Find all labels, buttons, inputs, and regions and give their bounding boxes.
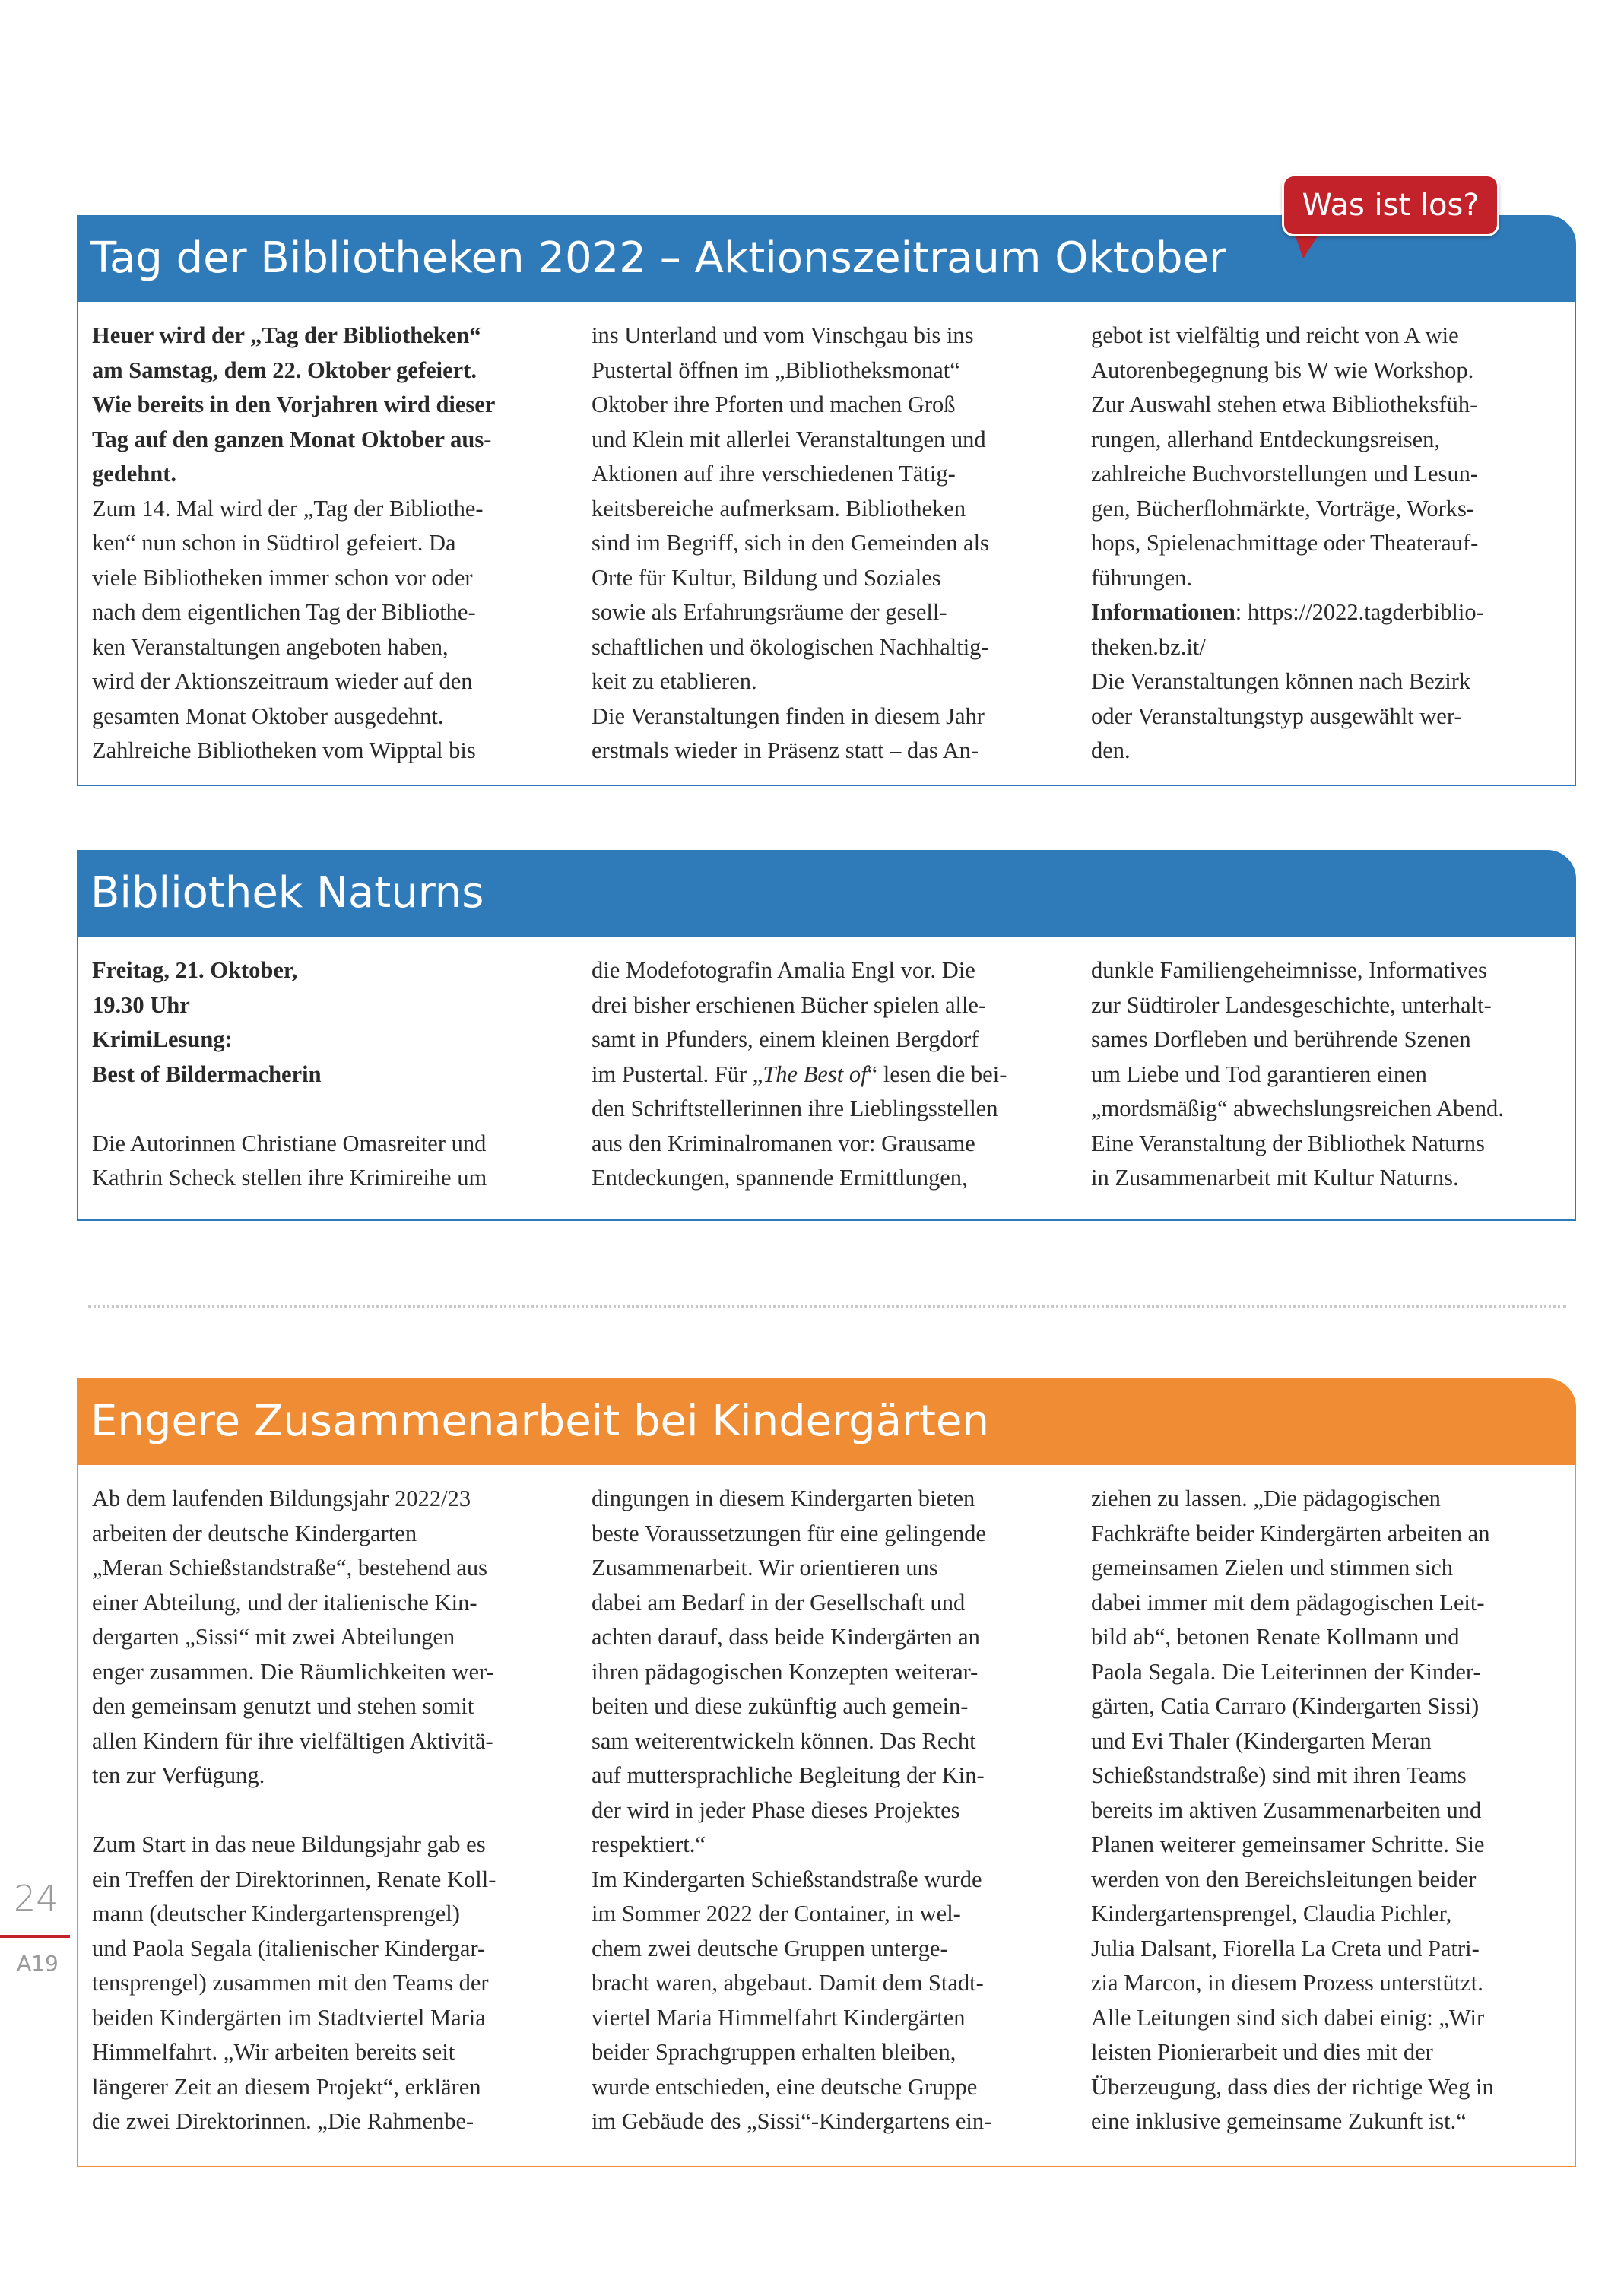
text-line: hops, Spielenachmittage oder Theaterauf- — [1091, 530, 1479, 556]
text-line: ein Treffen der Direktorinnen, Renate Koll- — [92, 1866, 496, 1892]
bold-line: 19.30 Uhr — [92, 991, 190, 1018]
text-line: schaftlichen und ökologischen Nachhaltig- — [592, 633, 989, 660]
text-line: bild ab“, betonen Renate Kollmann und — [1091, 1624, 1460, 1650]
text-line[interactable]: theken.bz.it/ — [1091, 633, 1206, 660]
text-line: Kindergartensprengel, Claudia Pichler, — [1091, 1901, 1452, 1926]
text-line: die zwei Direktorinnen. „Die Rahmenbe- — [92, 2108, 474, 2134]
text-line: drei bisher erschienen Bücher spielen alle- — [592, 991, 987, 1018]
text-line: Zusammenarbeit. Wir orientieren uns — [592, 1555, 938, 1581]
bold-line: Heuer wird der „Tag der Bibliotheken“ — [92, 322, 481, 348]
text-line: allen Kindern für ihre vielfältigen Aktivitä- — [92, 1727, 493, 1754]
text-line: viertel Maria Himmelfahrt Kindergärten — [592, 2004, 966, 2031]
article-bibliothek-naturns — [77, 850, 1576, 1221]
text-line: Die Veranstaltungen können nach Bezirk — [1091, 668, 1471, 694]
text-line: gen, Bücherflohmärkte, Vorträge, Works- — [1091, 495, 1475, 522]
text-line: bracht waren, abgebaut. Damit dem Stadt- — [592, 1970, 984, 1996]
text-line: keit zu etablieren. — [592, 668, 757, 694]
text-line: rungen, allerhand Entdeckungsreisen, — [1091, 426, 1441, 452]
text-line: Zum 14. Mal wird der „Tag der Bibliothe- — [92, 495, 484, 522]
info-label: Informationen — [1091, 599, 1235, 625]
text-line: die Modefotografin Amalia Engl vor. Die — [592, 957, 975, 983]
text-column-2 — [592, 1482, 1055, 2139]
text-line: den Schriftstellerinnen ihre Lieblingsstellen — [592, 1096, 998, 1121]
text-line: Fachkräfte beider Kindergärten arbeiten an — [1091, 1520, 1490, 1546]
text-line: ten zur Verfügung. — [92, 1762, 265, 1788]
text-line: längerer Zeit an diesem Projekt“, erklären — [92, 2073, 481, 2100]
article-title: Bibliothek Naturns — [77, 850, 1576, 937]
text-line: viele Bibliotheken immer schon vor oder — [92, 564, 473, 591]
text-line: mann (deutscher Kindergartensprengel) — [92, 1901, 460, 1926]
text-column-2 — [592, 319, 1055, 769]
text-line: nach dem eigentlichen Tag der Bibliothe- — [92, 599, 476, 625]
text-column-1 — [92, 1482, 556, 2139]
text-line: sind im Begriff, sich in den Gemeinden als — [592, 530, 989, 556]
text-column-2 — [592, 953, 1055, 1196]
text-line: und Klein mit allerlei Veranstaltungen und — [592, 426, 986, 452]
text-line: beider Sprachgruppen erhalten bleiben, — [592, 2039, 956, 2065]
text-line: Himmelfahrt. „Wir arbeiten bereits seit — [92, 2039, 455, 2065]
page-code: A19 — [17, 1951, 59, 1976]
text-line: Im Kindergarten Schießstandstraße wurde — [592, 1866, 982, 1892]
text-line: bereits im aktiven Zusammenarbeiten und — [1091, 1796, 1482, 1823]
text-line: im Gebäude des „Sissi“-Kindergartens ein- — [592, 2108, 992, 2134]
article-title: Tag der Bibliotheken 2022 – Aktionszeitraum Oktober — [77, 215, 1576, 302]
text-column-3 — [1091, 953, 1555, 1196]
text-line: ziehen zu lassen. „Die pädagogischen — [1091, 1486, 1441, 1511]
text-line: leisten Pionierarbeit und dies mit der — [1091, 2039, 1433, 2065]
text-line: ins Unterland und vom Vinschgau bis ins — [592, 322, 974, 348]
text-line: Zahlreiche Bibliotheken vom Wipptal bis — [92, 737, 476, 763]
text-line: Zur Auswahl stehen etwa Bibliotheksfüh- — [1091, 392, 1478, 417]
text-line: Die Veranstaltungen finden in diesem Jahr — [592, 702, 985, 729]
text-line: wurde entschieden, eine deutsche Gruppe — [592, 2073, 978, 2100]
text-line: chem zwei deutsche Gruppen unterge- — [592, 1935, 948, 1961]
text-line: um Liebe und Tod garantieren einen — [1091, 1061, 1427, 1087]
info-line — [1091, 595, 1555, 630]
text-line: der wird in jeder Phase dieses Projektes — [592, 1796, 960, 1823]
text-column-3 — [1091, 1482, 1555, 2139]
text-line: sam weiterentwickeln können. Das Recht — [592, 1727, 976, 1754]
bold-line: KrimiLesung: — [92, 1026, 233, 1052]
text-line: dabei am Bedarf in der Gesellschaft und — [592, 1589, 966, 1616]
text-line: Aktionen auf ihre verschiedenen Tätig- — [592, 461, 956, 487]
article-tag-der-bibliotheken — [77, 215, 1576, 786]
text-line: und Evi Thaler (Kindergarten Meran — [1091, 1727, 1432, 1754]
text-line: achten darauf, dass beide Kindergärten an — [592, 1624, 980, 1650]
article-title: Engere Zusammenarbeit bei Kindergärten — [77, 1378, 1576, 1465]
text-line: Die Autorinnen Christiane Omasreiter und — [92, 1130, 487, 1156]
text-line: gemeinsamen Zielen und stimmen sich — [1091, 1555, 1454, 1581]
paragraph-gap — [92, 1092, 556, 1127]
text-line: einer Abteilung, und der italienische Kin- — [92, 1589, 477, 1616]
text-line: Eine Veranstaltung der Bibliothek Naturns — [1091, 1130, 1485, 1156]
bold-line: gedehnt. — [92, 461, 176, 487]
article-body — [77, 302, 1576, 786]
text-line: zia Marcon, in diesem Prozess unterstützt. — [1091, 1970, 1483, 1996]
text-line: Schießstandstraße) sind mit ihren Teams — [1091, 1762, 1467, 1788]
text-line: ken Veranstaltungen angeboten haben, — [92, 633, 449, 660]
text-line: ihren pädagogischen Konzepten weiterar- — [592, 1658, 979, 1685]
section-divider — [88, 1305, 1566, 1308]
text-line: enger zusammen. Die Räumlichkeiten wer- — [92, 1658, 494, 1685]
text-line: Zum Start in das neue Bildungsjahr gab es — [92, 1831, 486, 1857]
text-segment: “ lesen die bei- — [867, 1061, 1007, 1087]
text-line: beiden Kindergärten im Stadtviertel Maria — [92, 2004, 486, 2031]
text-line: samt in Pfunders, einem kleinen Bergdorf — [592, 1026, 979, 1052]
text-line: auf muttersprachliche Begleitung der Kin- — [592, 1762, 985, 1788]
article-body — [77, 937, 1576, 1221]
text-line: arbeiten der deutsche Kindergarten — [92, 1520, 417, 1546]
text-column-1 — [92, 953, 556, 1196]
text-line: dingungen in diesem Kindergarten bieten — [592, 1486, 975, 1511]
text-line: Oktober ihre Pforten und machen Groß — [592, 392, 956, 417]
text-line: gebot ist vielfältig und reicht von A wie — [1091, 322, 1459, 348]
text-line: Autorenbegegnung bis W wie Workshop. — [1091, 357, 1474, 383]
text-line: respektiert.“ — [592, 1831, 706, 1857]
text-line: Paola Segala. Die Leiterinnen der Kinder- — [1091, 1658, 1481, 1685]
bold-line: am Samstag, dem 22. Oktober gefeiert. — [92, 357, 477, 383]
text-line: Alle Leitungen sind sich dabei einig: „Wir — [1091, 2004, 1485, 2031]
text-line: keitsbereiche aufmerksam. Bibliotheken — [592, 495, 966, 522]
text-line: dergarten „Sissi“ mit zwei Abteilungen — [92, 1624, 455, 1650]
text-line: im Sommer 2022 der Container, in wel- — [592, 1901, 961, 1926]
text-line: gesamten Monat Oktober ausgedehnt. — [92, 702, 444, 729]
text-line: Entdeckungen, spannende Ermittlungen, — [592, 1165, 968, 1191]
text-line: den gemeinsam genutzt und stehen somit — [92, 1693, 474, 1719]
text-line: beiten und diese zukünftig auch gemein- — [592, 1693, 969, 1719]
text-line: werden von den Bereichsleitungen beider — [1091, 1866, 1477, 1892]
bold-line: Tag auf den ganzen Monat Oktober aus- — [92, 426, 492, 452]
text-line: den. — [1091, 737, 1131, 763]
text-line: dabei immer mit dem pädagogischen Leit- — [1091, 1589, 1485, 1616]
text-line: beste Voraussetzungen für eine gelingende — [592, 1520, 986, 1546]
text-line: sames Dorfleben und berührende Szenen — [1091, 1026, 1471, 1052]
text-line: „mordsmäßig“ abwechslungsreichen Abend. — [1091, 1096, 1504, 1121]
was-ist-los-badge: Was ist los? — [1282, 174, 1499, 236]
text-line: Ab dem laufenden Bildungsjahr 2022/23 — [92, 1486, 471, 1511]
text-line: ken“ nun schon in Südtirol gefeiert. Da — [92, 530, 456, 556]
paragraph-gap — [92, 1793, 556, 1828]
text-line: Kathrin Scheck stellen ihre Krimireihe um — [92, 1165, 487, 1191]
text-line — [592, 1058, 1055, 1092]
text-segment: im Pustertal. Für „ — [592, 1061, 763, 1087]
text-line: Überzeugung, dass dies der richtige Weg in — [1091, 2073, 1494, 2100]
text-line: tensprengel) zusammen mit den Teams der — [92, 1970, 489, 1996]
text-line: gärten, Catia Carraro (Kindergarten Sissi) — [1091, 1693, 1480, 1719]
text-line: Pustertal öffnen im „Bibliotheksmonat“ — [592, 357, 960, 383]
bold-line: Freitag, 21. Oktober, — [92, 957, 298, 983]
article-kindergaerten — [77, 1378, 1576, 2167]
info-link[interactable]: : https://2022.tagderbiblio- — [1235, 599, 1484, 625]
text-column-3 — [1091, 319, 1555, 769]
text-line: Planen weiterer gemeinsamer Schritte. Sie — [1091, 1831, 1485, 1857]
text-line: dunkle Familiengeheimnisse, Informatives — [1091, 957, 1487, 983]
page-number: 24 — [14, 1878, 59, 1919]
text-line: aus den Kriminalromanen vor: Grausame — [592, 1130, 975, 1156]
text-line: oder Veranstaltungstyp ausgewählt wer- — [1091, 702, 1462, 729]
bold-line: Wie bereits in den Vorjahren wird dieser — [92, 392, 496, 417]
text-line: „Meran Schießstandstraße“, bestehend aus — [92, 1555, 488, 1581]
bold-line: Best of Bildermacherin — [92, 1061, 322, 1087]
text-line: führungen. — [1091, 564, 1192, 591]
text-line: in Zusammenarbeit mit Kultur Naturns. — [1091, 1165, 1459, 1191]
text-line: Orte für Kultur, Bildung und Soziales — [592, 564, 941, 591]
text-line: zur Südtiroler Landesgeschichte, unterhalt- — [1091, 991, 1492, 1018]
text-line: und Paola Segala (italienischer Kindergar- — [92, 1935, 486, 1961]
article-body — [77, 1465, 1576, 2167]
text-line: wird der Aktionszeitraum wieder auf den — [92, 668, 473, 694]
text-line: eine inklusive gemeinsame Zukunft ist.“ — [1091, 2108, 1467, 2134]
italic-title: The Best of — [763, 1061, 868, 1087]
text-line: sowie als Erfahrungsräume der gesell- — [592, 599, 947, 625]
text-line: zahlreiche Buchvorstellungen und Lesun- — [1091, 461, 1479, 487]
text-column-1 — [92, 319, 556, 769]
text-line: erstmals wieder in Präsenz statt – das An- — [592, 737, 979, 763]
text-line: Julia Dalsant, Fiorella La Creta und Patri- — [1091, 1935, 1480, 1961]
page-number-rule — [0, 1935, 70, 1938]
